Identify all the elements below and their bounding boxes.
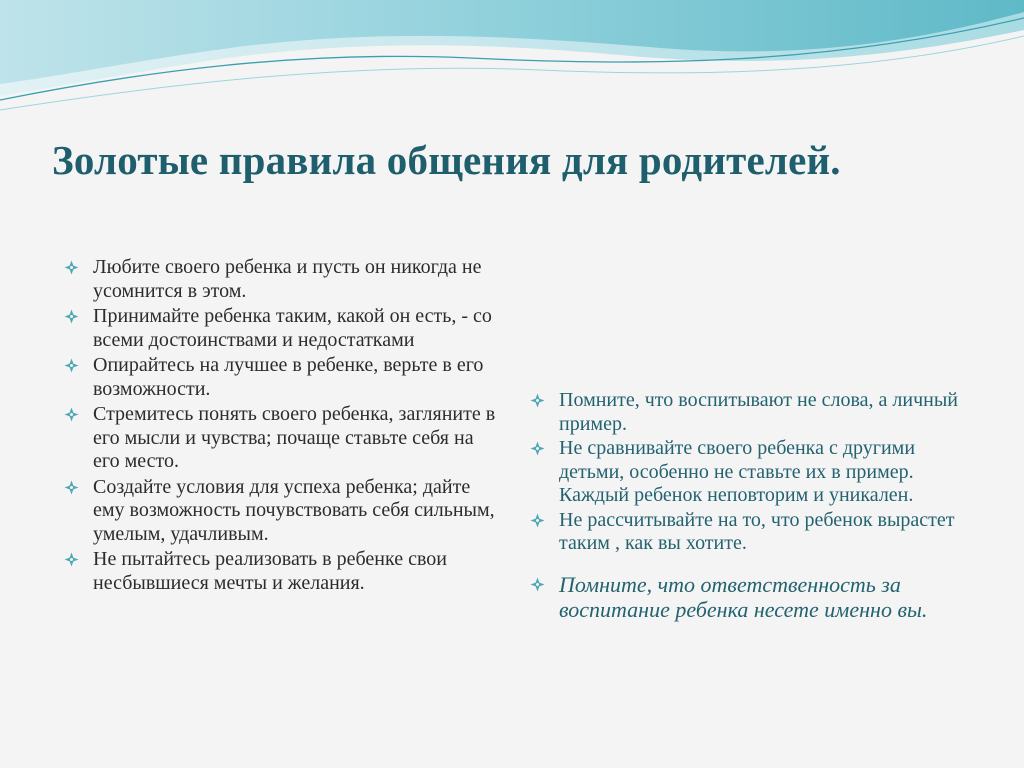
diamond-bullet-icon — [64, 309, 79, 324]
left-bullet-list — [64, 256, 504, 597]
list-item — [64, 305, 504, 352]
list-item-text: Не рассчитывайте на то, что ребенок вырастет таким , как вы хотите. — [559, 508, 955, 554]
list-item-text: Опирайтесь на лучшее в ребенке, верьте в его возможности. — [93, 354, 484, 400]
diamond-bullet-icon — [530, 441, 545, 456]
diamond-bullet-icon — [64, 480, 79, 495]
emphasis-item-text: Помните, что ответственность за воспитание ребенка несете именно вы. — [559, 571, 928, 622]
list-item-text: Принимайте ребенка таким, какой он есть, - со всеми достоинствами и недостатками — [93, 305, 492, 351]
diamond-bullet-icon — [64, 358, 79, 373]
diamond-bullet-icon — [530, 577, 545, 592]
list-item — [64, 354, 504, 401]
list-item — [64, 403, 504, 474]
list-item — [64, 476, 504, 547]
list-item-text: Не сравнивайте своего ребенка с другими детьми, особенно не ставьте их в пример. Каждый ребенок неповторим и уникален. — [559, 437, 916, 506]
right-bullet-list — [530, 389, 970, 623]
diamond-bullet-icon — [64, 260, 79, 275]
list-item-text: Создайте условия для успеха ребенка; дайте ему возможность почувствовать себя сильным, умелым, удачливым. — [93, 475, 495, 545]
emphasis-list-item — [530, 572, 970, 622]
slide-title: Золотые правила общения для родителей. — [52, 137, 841, 183]
list-item — [530, 389, 970, 436]
list-item-text: Стремитесь понять своего ребенка, загляните в его мысли и чувства; почаще ставьте себя на его место. — [93, 403, 496, 472]
diamond-bullet-icon — [530, 513, 545, 528]
list-item-text: Помните, что воспитывают не слова, а личный пример. — [559, 389, 958, 435]
list-item-text: Любите своего ребенка и пусть он никогда не усомнится в этом. — [93, 256, 482, 302]
list-item — [530, 509, 970, 556]
list-item-text: Не пытайтесь реализовать в ребенке свои несбывшиеся мечты и желания. — [93, 548, 447, 594]
wave-header-decoration — [0, 0, 1024, 120]
list-item — [64, 548, 504, 595]
diamond-bullet-icon — [530, 393, 545, 408]
list-item — [530, 437, 970, 508]
diamond-bullet-icon — [64, 407, 79, 422]
list-item — [64, 256, 504, 303]
diamond-bullet-icon — [64, 552, 79, 567]
